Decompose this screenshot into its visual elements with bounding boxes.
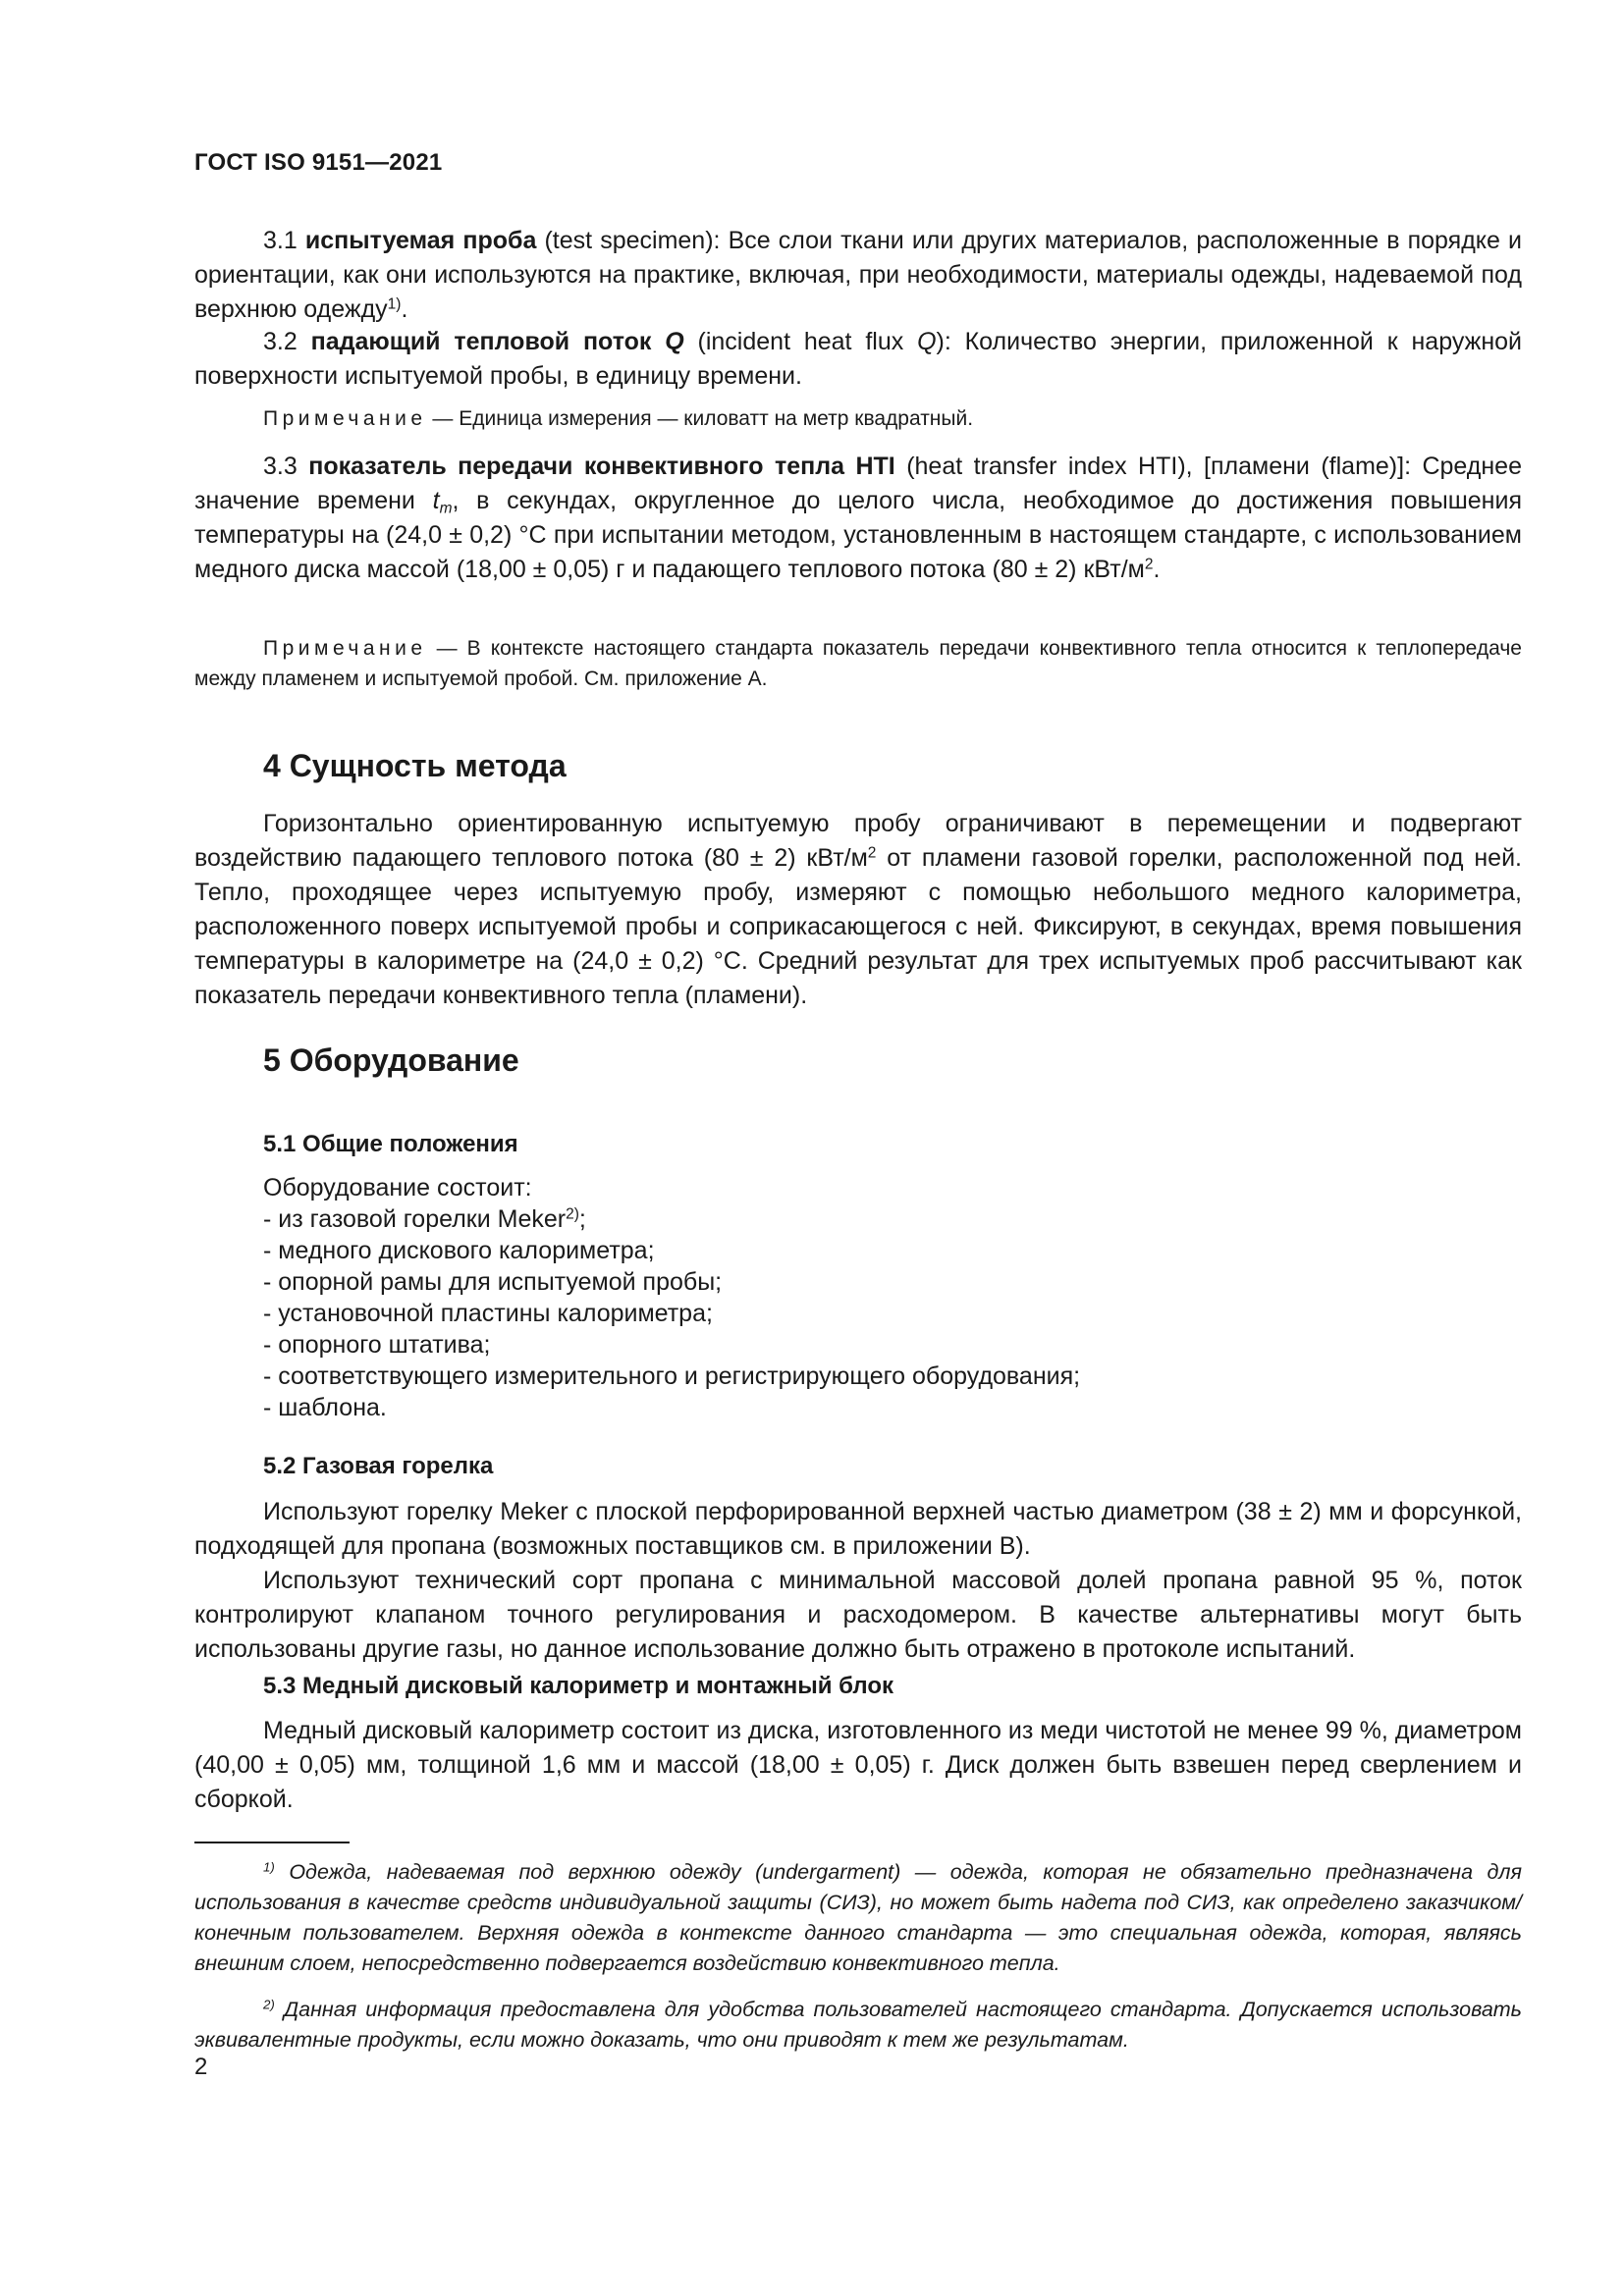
term-name: падающий тепловой поток — [310, 328, 652, 355]
note-label: Примечание — [263, 407, 427, 430]
subsection-5-3-body: Медный дисковый калориметр состоит из диска, изготовленного из меди чистотой не менее 99 %, диаметром (40,00 ± 0,05) мм, толщиной 1,6 мм и массой (18,00 ± 0,05) г. Диск должен быть взвешен перед сверлением и сборкой. — [194, 1717, 1522, 1813]
subsection-5-2-body: Используют горелку Meker с плоской перфорированной верхней частью диаметром (38 ± 2) мм и форсункой, подходящей для пропана (возможных поставщиков см. в приложении В). Используют технический сорт пропана с минимальной массовой долей пропана равной 95 %, поток контролируют клапаном точного регулирования и расходомером. В качестве альтернативы могут быть использованы другие газы, но данное использование должно быть отражено в протоколе испытаний. — [194, 1498, 1522, 1663]
list-item: - опорного штатива; — [263, 1331, 491, 1359]
footnote-ref[interactable]: 2) — [566, 1205, 579, 1223]
term-3-3: 3.3 показатель передачи конвективного тепла HTI (heat transfer index HTI), [пламени (flame)]: Среднее значение времени $t_m$, в секундах, округленное до целого числа, необходимое до достижения повышения температуры на (24,0 ± 0,2) °С при испытании методом, установленным в настоящем стандарте, с использованием медного диска массой (18,00 ± 0,05) г и падающего теплового потока (80 ± 2) кВт/$м^2$. — [194, 453, 1522, 583]
equipment-list — [263, 1172, 1080, 1423]
term-definition: ): Количество энергии, приложенной к наружной поверхности испытуемой пробы, в единицу времени. — [194, 328, 1522, 390]
footnote-text: Одежда, надеваемая под верхнюю одежду (undergarment) — одежда, которая не обязательно предназначена для использования в качестве средств индивидуальной защиты (СИЗ), но может быть надета под СИЗ, как определено заказчиком/конечным пользователем. Верхняя одежда в контексте данного стандарта — это специальная одежда, которая, являясь внешним слоем, непосредственно подвергается воздействию конвективного тепла. — [194, 1860, 1522, 1975]
note-label: Примечание — [263, 637, 427, 660]
list-item: - шаблона. — [263, 1394, 387, 1421]
footnote-mark: 1) — [263, 1859, 275, 1875]
subsection-5-3-title: 5.3 Медный дисковый калориметр и монтажный блок — [263, 1673, 893, 1699]
document-header: ГОСТ ISO 9151—2021 — [194, 149, 443, 176]
term-definition: (test specimen): Все слои ткани или других материалов, расположенные в порядке и ориентации, как они используются на практике, включая, при необходимости, материалы одежды, надеваемой под верхнюю одежду — [194, 227, 1522, 323]
section-4-body: Горизонтально ориентированную испытуемую пробу ограничивают в перемещении и подвергают воздействию падающего теплового потока (80 ± 2) кВт/$м^2$ от пламени газовой горелки, расположенной под ней. Тепло, проходящее через испытуемую пробу, измеряют с помощью небольшого медного калориметра, расположенного поверх испытуемой пробы и соприкасающегося с ней. Фиксируют, в секундах, время повышения температуры в калориметре на (24,0 ± 0,2) °С. Средний результат для трех испытуемых проб рассчитывают как показатель передачи конвективного тепла (пламени). — [194, 810, 1522, 1009]
note-2 — [194, 633, 1522, 694]
term-name: испытуемая проба — [304, 227, 537, 254]
footnote-1 — [194, 1857, 1522, 1979]
subsection-5-2-title: 5.2 Газовая горелка — [263, 1453, 494, 1479]
term-name: показатель передачи конвективного тепла HTI — [308, 453, 895, 480]
term-number: 3.1 — [263, 227, 298, 254]
section-5-title: 5 Оборудование — [263, 1042, 519, 1078]
footnote-text: Данная информация предоставлена для удобства пользователей настоящего стандарта. Допускается использовать эквивалентные продукты, если можно доказать, что они приводят к тем же результатам. — [194, 1998, 1522, 2052]
list-intro: Оборудование состоит: — [263, 1174, 532, 1201]
list-item: - установочной пластины калориметра; — [263, 1300, 713, 1327]
list-item: - медного дискового калориметра; — [263, 1237, 655, 1264]
term-3-1: 3.1 испытуемая проба (test specimen): Все слои ткани или других материалов, расположенные в порядке и ориентации, как они используются на практике, включая, при необходимости, материалы одежды, надеваемой под верхнюю одежду$^{1)}$. — [194, 227, 1522, 323]
term-number: 3.2 — [263, 328, 298, 355]
term-3-2: 3.2 падающий тепловой поток Q (incident heat flux Q): Количество энергии, приложенной к наружной поверхности испытуемой пробы, в единицу времени. — [194, 328, 1522, 390]
term-number: 3.3 — [263, 453, 298, 480]
term-symbol: Q — [665, 328, 684, 355]
time-variable: t — [432, 487, 440, 514]
term-definition: , в секундах, округленное до целого числа, необходимое до достижения повышения температуры на (24,0 ± 0,2) °С при испытании методом, установленным в настоящем стандарте, с использованием медного диска массой (18,00 ± 0,05) г и падающего теплового потока (80 ± 2) кВт/м — [194, 487, 1522, 583]
note-text: — Единица измерения — киловатт на метр квадратный. — [426, 407, 974, 430]
footnote-ref[interactable]: 1) — [387, 295, 402, 313]
list-item: - опорной рамы для испытуемой пробы; — [263, 1268, 723, 1296]
subsection-5-1-title: 5.1 Общие положения — [263, 1131, 518, 1157]
footnote-mark: 2) — [263, 1997, 275, 2012]
section-4-title: 4 Сущность метода — [263, 748, 567, 783]
document-page — [194, 0, 1522, 2296]
note-1 — [194, 403, 1522, 434]
list-item: - из газовой горелки Meker$^{2)}$; — [263, 1205, 586, 1233]
footnote-divider — [194, 1842, 350, 1843]
page-number: 2 — [194, 2054, 208, 2080]
footnote-2 — [194, 1995, 1522, 2056]
list-item: - соответствующего измерительного и регистрирующего оборудования; — [263, 1362, 1081, 1390]
note-text: — В контексте настоящего стандарта показатель передачи конвективного тепла относится к теплопередаче между пламенем и испытуемой пробой. См. приложение А. — [194, 637, 1522, 690]
